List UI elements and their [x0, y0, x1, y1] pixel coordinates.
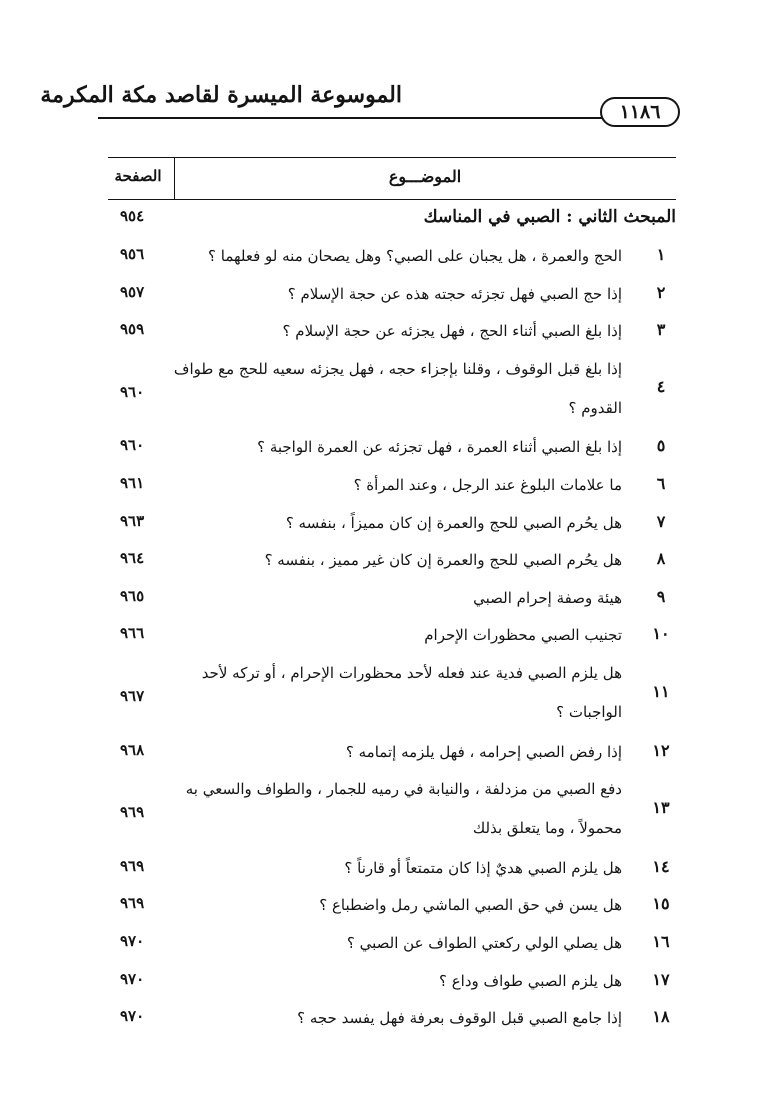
row-number: ٧	[656, 511, 666, 531]
row-number: ١٤	[652, 856, 670, 876]
column-header-row	[108, 157, 676, 200]
page-number-badge	[600, 97, 680, 127]
row-page-number: ٩٥٩	[120, 320, 145, 339]
row-page-number: ٩٦١	[120, 474, 145, 492]
row-number: ١	[656, 245, 666, 264]
section-page: ٩٥٤	[120, 207, 145, 225]
row-page-number: ٩٧٠	[120, 932, 145, 950]
row-topic-line: إذا حج الصبي فهل تجزئه حجته هذه عن حجة الإسلام ؟	[287, 284, 622, 303]
row-page-number: ٩٦٧	[120, 687, 145, 705]
row-number: ٢	[656, 282, 666, 302]
row-topic-line: إذا بلغ قبل الوقوف ، وقلنا بإجزاء حجه ، فهل يجزئه سعيه للحج مع طواف	[173, 359, 622, 378]
row-number: ١١	[652, 681, 670, 701]
row-page-number: ٩٦٩	[120, 803, 145, 822]
row-number: ١٨	[652, 1007, 670, 1027]
row-page-number: ٩٦٠	[120, 436, 145, 455]
row-page-number: ٩٦٩	[120, 856, 145, 875]
row-topic-line: هل يصلي الولي ركعتي الطواف عن الصبي ؟	[346, 934, 622, 952]
row-topic-line: القدوم ؟	[568, 398, 622, 417]
row-number: ٤	[656, 377, 666, 397]
row-topic-line: هل يحُرم الصبي للحج والعمرة إن كان مميزاً ، بنفسه ؟	[285, 513, 622, 532]
row-topic-line: هيئة وصفة إحرام الصبي	[473, 588, 622, 607]
row-page-number: ٩٧٠	[120, 969, 145, 988]
column-header-topic: الموضـــوع	[388, 167, 462, 186]
row-number: ٦	[656, 474, 666, 493]
page-number: ١١٨٦	[619, 101, 661, 123]
row-number: ٩	[656, 586, 666, 606]
row-page-number: ٩٥٧	[120, 282, 145, 301]
row-topic-line: ما علامات البلوغ عند الرجل ، وعند المرأة ؟	[353, 476, 622, 494]
row-page-number: ٩٦٩	[120, 894, 145, 913]
column-header-page: الصفحة	[114, 167, 162, 185]
row-number: ١٢	[652, 740, 670, 760]
row-number: ١٣	[652, 797, 670, 817]
row-page-number: ٩٧٠	[120, 1007, 145, 1026]
row-topic-line: تجنيب الصبي محظورات الإحرام	[424, 626, 622, 645]
row-number: ١٧	[652, 969, 670, 989]
row-page-number: ٩٥٦	[120, 245, 145, 263]
row-number: ١٠	[652, 624, 670, 644]
row-topic-line: إذا جامع الصبي قبل الوقوف بعرفة فهل يفسد حجه ؟	[297, 1009, 622, 1028]
row-topic-line: هل يلزم الصبي طواف وداع ؟	[439, 971, 622, 990]
row-page-number: ٩٦٥	[120, 586, 145, 605]
row-topic-line: هل يسن في حق الصبي الماشي رمل واضطباع ؟	[319, 896, 622, 915]
book-title: الموسوعة الميسرة لقاصد مكة المكرمة	[40, 82, 402, 108]
row-number: ٨	[656, 549, 666, 569]
row-number: ٣	[656, 320, 666, 340]
row-page-number: ٩٦٤	[120, 549, 145, 568]
row-topic-line: هل يحُرم الصبي للحج والعمرة إن كان غير مميز ، بنفسه ؟	[264, 551, 622, 570]
row-page-number: ٩٦٣	[120, 511, 145, 530]
row-topic-line: هل يلزم الصبي هديٌ إذا كان متمتعاً أو قارناً ؟	[344, 858, 622, 877]
column-divider	[174, 158, 175, 199]
row-number: ٥	[656, 436, 666, 456]
row-topic-line: إذا بلغ الصبي أثناء الحج ، فهل يجزئه عن حجة الإسلام ؟	[282, 322, 622, 341]
page-header	[0, 0, 760, 140]
row-topic-line: هل يلزم الصبي فدية عند فعله لأحد محظورات الإحرام ، أو تركه لأحد	[201, 664, 622, 682]
row-topic-line: دفع الصبي من مزدلفة ، والنيابة في رميه للجمار ، والطواف والسعي به	[185, 780, 622, 799]
row-page-number: ٩٦٨	[120, 740, 145, 759]
row-number: ١٥	[652, 894, 670, 914]
header-rule	[98, 117, 602, 119]
row-topic-line: إذا بلغ الصبي أثناء العمرة ، فهل تجزئه عن العمرة الواجبة ؟	[257, 438, 622, 457]
section-title: المبحث الثاني : الصبي في المناسك	[423, 207, 676, 227]
row-page-number: ٩٦٠	[120, 382, 145, 401]
row-topic-line: إذا رفض الصبي إحرامه ، فهل يلزمه إتمامه ؟	[345, 742, 622, 761]
row-topic-line: الواجبات ؟	[556, 703, 622, 721]
row-page-number: ٩٦٦	[120, 624, 145, 643]
row-topic-line: الحج والعمرة ، هل يجبان على الصبي؟ وهل يصحان منه لو فعلهما ؟	[208, 247, 622, 265]
row-topic-line: محمولاً ، وما يتعلق بذلك	[472, 819, 622, 838]
row-number: ١٦	[652, 932, 670, 951]
